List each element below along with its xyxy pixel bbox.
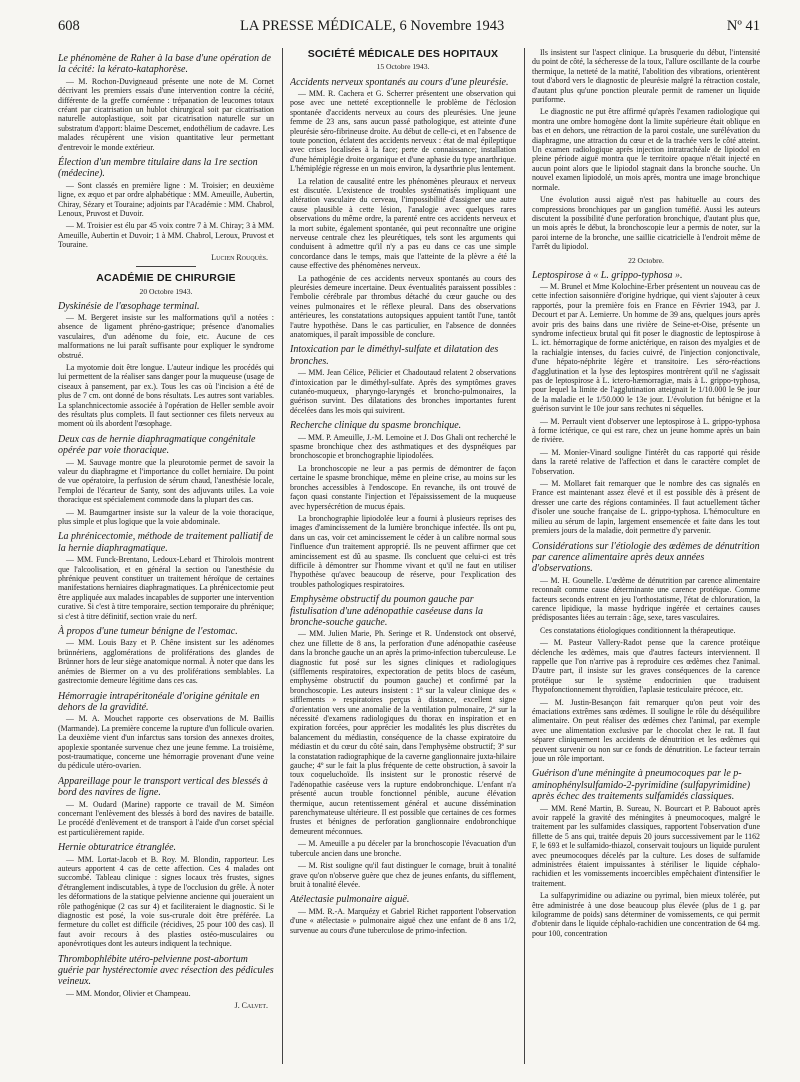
article-body: — M. H. Gounelle. L'œdème de dénutrition par carence alimentaire reconnaît comme cause déterminante une carence protéique. Comme facteurs seconds entrent en jeu l'orthostatisme, l'état de chloruration, la carence lipidique, la masse hydrique ingérée et certaines causes prédisposantes liées au terrain : âge, sexe, tares vasculaires. <box>532 575 760 623</box>
article-body: — M. Brunel et Mme Kolochine-Erber présentent un nouveau cas de cette infection saisonnière d'origine hydrique, qui vient s'ajouter à ceux rapportés, pour la première fois en France en Février 1943, par J. Decourt et par A. Lemierre. Un homme de 39 ans, quelques jours après avoir pris des bains dans une rivière de Seine-et-Oise, présente un syndrome infectieux brutal qui fit poser le diagnostic de leptospirose à L. ict. hémorragique de forme anictérique, en raison des myalgies et de la rachialgie intenses, du facies cuivré, de l'injection conjonctivale, d'une hépato-néphrite légère et transitoire. Les séro-réactions d'agglutination et la lyse des leptospires montrèrent qu'il ne s'agissait pas de leptospirose à L. ictero-hæmorragiæ, mais à L. grippo-typhosa, pour lequel la limite de l'agglutination atteignait le 1/10.000 le 9e jour de la maladie et le 1/50.000 le 13e jour. L'évolution fut bénigne et la guérison survint le 10e jour sans rechutes ni séquelles. <box>532 281 760 414</box>
article-body: — M. Oudard (Marine) rapporte ce travail de M. Siméon concernant l'enlèvement des blessés à bord des navires de bataille. Le procédé d'enlèvement et de transport à l'aide d'un corset spécial est particulièrement rapide. <box>58 799 274 837</box>
article-body: — M. Ameuille a pu déceler par la bronchoscopie l'évacuation d'un tubercule ancien dans une bronche. <box>290 839 516 858</box>
article-body: Ces constatations étiologiques conditionnent la thérapeutique. <box>540 625 736 635</box>
article-body: Le diagnostic ne put être affirmé qu'après l'examen radiologique qui montra une ombre homogène dont la limite supérieure était oblique en bas et en dehors, une rétraction de la paroi costale, une surélévation du diaphragme, une attraction du cœur et de la trachée vers le côté atteint. Un examen radiologique après injection intratrachéale de lipiodol en pleine période aiguë montra que le territoire opaque n'était injecté en aucun point alors que le lipiodol stagnait dans la bronche souche. Un nouvel examen lipiodolé, un mois après, montra une image bronchique normale. <box>532 107 760 192</box>
article-title: Considérations sur l'étiologie des œdèmes de dénutrition par carence alimentaire après deux années d'observations. <box>532 540 760 575</box>
article-body: La bronchographie lipiodolée leur a fourni à plusieurs reprises des images d'amincissement de la lumière bronchique infectée. Ils ont pu, dans un cas, voir cet amincissement le céder à un calibre normal sous l'influence d'un traitement approprié. Ils ne peuvent affirmer que cet amincissement est dû au spasme. Ils concluent que celui-ci est très difficile à démontrer sur l'homme vivant et qu'il ne faut en utiliser l'hypothèse qu'avec beaucoup de réserve, pour l'explication des troubles pathologiques respiratoires. <box>290 513 516 589</box>
article-body: — MM. Mondor, Olivier et Champeau. <box>66 988 191 998</box>
journal-title: LA PRESSE MÉDICALE, 6 Novembre 1943 <box>240 18 505 34</box>
article-body: — MM. Julien Marie, Ph. Seringe et R. Undenstock ont observé, chez une fillette de 8 ans, la perforation d'une adénopathie caséeuse dans la bronche gauche un an après la primo-infection tuberculeuse. Le diagnostic fut posé sur les signes cliniques et radiologiques (sifflements respiratoires, expectoration de petits blocs de caséum, emphysème obstructif du poumon gauche) et confirmé par la bronchoscopie. Les auteurs insistent : 1º sur la valeur clinique des « sifflements » respiratoires perçus à distance, excellent signe d'orientation vers une anomalie de la ventilation pulmonaire, 2º sur la nécessité d'examens radiologiques du thorax en inspiration et en expiration forcées, pour apprécier les modalités les plus discrètes du balancement du médiastin, conséquence de la chasse expiratoire du médiastin et du cœur du côté sain, dans l'emphysème obstructif; 3º sur la constatation radiographique de la caverne ganglionnaire juxta-hilaire gauche; 4º sur le fait la plus fréquente de cette obstruction, à savoir la toux coqueluchoïde. Ils insistent sur le pronostic réservé de l'adénopathie caséeuse vers la rupture endobronchique. L'enfant n'a présenté aucun trouble fonctionnel pénible, aucune élévation thermique, aucun retentissement général et aucune dissémination parenchymateuse ultérieure. Il est possible que certaines de ces formes frustes et bénignes de perforation ganglionnaire endobronchique demeurent méconnues. <box>290 629 516 836</box>
article-body: — M. Perrault vient d'observer une leptospirose à L. grippo-typhosa à forme ictérique, ce qui est rare, chez un jeune homme après un bain de rivière. <box>532 416 760 445</box>
section-date: 20 Octobre 1943. <box>139 286 193 296</box>
running-header <box>58 18 760 38</box>
article-body: La bronchoscopie ne leur a pas permis de démontrer de façon certaine le spasme bronchique, même en pleine crise, au moins sur les bronches accessibles à l'endoscope. En revanche, ils ont trouvé de façon quasi constante l'injection et l'épaississement de la muqueuse avec hypersécrétion de mucus épais. <box>290 463 516 511</box>
article-body: — MM. Funck-Brentano, Ledoux-Lebard et Thirolois montrent que l'alcoolisation, et en général la section ou l'anesthésie du phrénique peuvent constituer un traitement héroïque de certaines manifestations herniaires diaphragmatiques. La phrénicectomie peut être appliquée aux malades incapables de supporter une intervention curative. Si c'est à titre temporaire, section temporaire du phrénique; si c'est à titre définitif, section vraie du nerf. <box>58 555 274 621</box>
section-divider <box>136 266 196 267</box>
column-rule <box>282 48 283 1064</box>
article-title: Leptospirose à « L. grippo-typhosa ». <box>532 269 683 281</box>
column-right <box>532 48 760 941</box>
article-body: La pathogénie de ces accidents nerveux spontanés au cours des pleurésies demeure incertaine. Deux éventualités paraissent possibles : l'embolie cérébrale par thrombus détaché du cœur gauche ou des veines pulmonaires et le réflexe pleural. Dans des observations antérieures, les constatations autopsiques appuient tantôt l'une, tantôt l'autre hypothèse. Dans le cas particulier, en l'absence de données anatomiques, il paraît impossible de conclure. <box>290 273 516 340</box>
section-date: 15 Octobre 1943. <box>376 62 430 72</box>
article-title: Deux cas de hernie diaphragmatique congénitale opérée par voie thoracique. <box>58 433 256 457</box>
article-body: — M. Pasteur Vallery-Radot pense que la carence protéique déclenche les œdèmes, mais que d'autres facteurs interviennent. Il rappelle que l'on n'arrive pas à reproduire ces œdèmes chez l'animal. D'autre part, il insiste sur les graves conséquences de la carence protéique sur le système endocrinien que traduisent l'hypofonctionnement thyroïdien, l'aplasie testiculaire précoce, etc. <box>532 638 760 695</box>
article-body: — M. Rochon-Duvigneaud présente une note de M. Cornet décrivant les premiers essais d'une intervention contre la cécité, différente de la greffe cornéenne : trépanation de leucomes totaux créant par cicatrisation un hublot chirurgical soit par cicatrisation naturelle autoplastique, soit par cicatrisation naturelle sur un substratum d'apport: blaime Descemet, endothélium de cadavre. Les malades récupèrent une vision quantitative leur permettant d'entrevoir le monde extérieur. <box>58 76 274 152</box>
article-body: — M. Justin-Besançon fait remarquer qu'on peut voir des émaciations extrêmes sans œdèmes. Il souligne le rôle du déséquilibre alimentaire. On peut réaliser des œdèmes chez l'animal, par exemple avec une alimentation exclusive par le chocolat chez le rat. Il faut séparer cliniquement les accidents de dénutrition et les œdèmes qui peuvent survenir ou non sur ce fonds de dénutrition. Le facteur terrain joue un rôle important. <box>532 697 760 763</box>
article-body: — M. Troisier est élu par 45 voix contre 7 à M. Chiray; 3 à MM. Ameuille, Aubertin et Duvoir; 1 à MM. Chabrol, Leroux, Pruvost et Touraine. <box>58 221 274 250</box>
article-body: — MM. R. Cachera et G. Scherrer présentent une observation qui pose avec une netteté exceptionnelle le problème de l'éclosion spontanée d'accidents nerveux au cours des pleurésies. Une jeune femme de 23 ans, sans aucun passé pathologique, est atteinte d'une pleurésie séro-fibrineuse droite. Au début de celle-ci, et en l'absence de toute ponction, éclatent des accidents nerveux : état de mal épileptique avec crises localisées à la face; perte de connaissance; installation d'une hémiplégie droite organique et d'une aphasie du type anarthrique. L'hémiplégie régresse en un mois environ, la dysarthrie plus lentement. <box>290 88 516 174</box>
section-title: ACADÉMIE DE CHIRURGIE <box>96 272 236 285</box>
article-title: Hernie obturatrice étranglée. <box>58 842 177 854</box>
article-title: La phrénicectomie, méthode de traitement palliatif de la hernie diaphragmatique. <box>58 531 274 554</box>
article-title: Le phénomène de Raher à la base d'une opération de la cécité: la kérato-kataphorèse. <box>58 53 271 76</box>
article-title: Thrombophlébite utéro-pelvienne post-abortum guérie par hystérectomie avec résection des pédicules veineux. <box>58 953 274 988</box>
issue-number: Nº 41 <box>726 18 760 34</box>
page-number: 608 <box>58 18 80 34</box>
article-body: — MM. Jean Célice, Pélicier et Chadoutaud relatent 2 observations d'intoxication par le diméthyl-sulfate. Après des symptômes graves cutanéo-muqueux, pharyngo-laryngés et broncho-pulmonaires, la guérison survint. Des dilatations des bronches importantes furent décelées dans les mois qui suivirent. <box>290 368 516 415</box>
column-rule <box>524 48 525 1064</box>
author-signature: J. Calvet. <box>234 1001 268 1011</box>
article-body: — M. Baumgartner insiste sur la valeur de la voie thoracique, plus simple et plus logique que la voie abdominale. <box>58 507 274 527</box>
article-title: À propos d'une tumeur bénigne de l'estomac. <box>58 626 238 638</box>
article-body: — M. A. Mouchet rapporte ces observations de M. Baillis (Marmande). La première concerne la rupture d'un follicule ovarien. La deuxième vient d'un infarctus sans torsion des annexes droites, apoplexie spontanée survenue chez une jeune femme. La troisième, post-traumatique, concerne une hémorragie provenant d'une veine du pédicule utéro-ovarien. <box>58 714 274 771</box>
article-body: Ils insistent sur l'aspect clinique. La brusquerie du début, l'intensité du point de côté, la sécheresse de la toux, l'allure oscillante de la courbe thermique, la netteté de la matité, l'abolition des vibrations, orientèrent tout d'abord vers le diagnostic de pleurésie malgré la rétraction costale, d'autant plus qu'une ponction pleurale permit de ramener un liquide puriforme. <box>532 48 760 105</box>
column-left <box>58 48 274 1014</box>
article-body: — M. Bergeret insiste sur les malformations qu'il a notées : absence de ligament phréno-gastrique; présence d'anomalies vasculaires, d'un adénome du foie, etc. Aucune de ces malformations ne lui paraît suffisante pour expliquer le syndrome obstrué. <box>58 312 274 360</box>
section-title: SOCIÉTÉ MÉDICALE DES HOPITAUX <box>307 48 499 60</box>
article-title: Dyskinésie de l'œsophage terminal. <box>58 300 200 312</box>
article-body: — Sont classés en première ligne : M. Troisier; en deuxième ligne, ex æquo et par ordre alphabétique : MM. Ameuille, Aubertin, Chiray, Sézary et Touraine; adjoints par l'Académie : MM. Chabrol, Lenoux, Pruvost et Duvoir. <box>58 180 274 219</box>
article-body: — MM. René Martin, B. Sureau, N. Bourcart et P. Babouot après avoir rappelé la gravité des méningites à pneumocoques, malgré le traitement par les sulfamides classiques, rapportent l'observation d'une fillette de 5 ans qui, traitée depuis 20 jours successivement par le 1162 F, le 693 et le sulfamido-thiazol, conservait toujours un liquide purulent avec pneumocoques décelés par la culture. Les doses de sulfamide administrées étaient impuissantes à stériliser le liquide céphalo-rachidien et les vomissements incoercibles empêchaient d'intensifier le traitement. <box>532 803 760 888</box>
article-title: Accidents nerveux spontanés au cours d'une pleurésie. <box>290 76 509 88</box>
author-signature: Lucien Rouquès. <box>211 252 268 262</box>
article-body: La myotomie doit être longue. L'auteur indique les procédés qui lui permettent de la réaliser sans danger pour la muqueuse (usage de ciseaux à pansement, par ex.). Tous les cas où l'incision a été de plus de 7 cm. ont donné de bons résultats. Les autres sont variables. La splanchnicectomie associée à l'opération de Heller semble avoir des résultats plus complets. Il faut sectionner ces filets nerveux au moment où ils abordent l'œsophage. <box>58 363 274 429</box>
article-title: Recherche clinique du spasme bronchique. <box>290 420 462 432</box>
article-body: — M. Mollaret fait remarquer que le nombre des cas signalés en France est maintenant assez élevé et il est possible dès à présent de dresser une carte des régions contaminées. Il faut actuellement tâcher d'isoler une souche française de L. grippo-typhosa. L'hémoculture en milieu au sérum de lapin, largement ensemencée et faite dans les tout premiers jours de la maladie, doit permettre d'y parvenir. <box>532 479 760 536</box>
article-title: Élection d'un membre titulaire dans la 1re section (médecine). <box>58 157 258 180</box>
column-middle <box>290 48 516 938</box>
article-title: Hémorragie intrapéritonéale d'origine génitale en dehors de la gravidité. <box>58 690 260 713</box>
article-title: Atélectasie pulmonaire aiguë. <box>290 894 410 906</box>
article-body: — MM. Louis Bazy et P. Chêne insistent sur les adénomes brünnériens, agglomérations de proliférations des glandes de Brünner hors de leur siège anatomique normal. À noter que dans les anémies de Biermer on a vu des proliférations semblables. La gastrectomie demeure légitime dans ces cas. <box>58 638 274 686</box>
article-body: — MM. R.-A. Marquézy et Gabriel Richet rapportent l'observation d'une « atélectasie » pulmonaire aiguë chez une enfant de 8 ans 1/2, survenue au cours d'une tuberculose de primo-infection. <box>290 906 516 935</box>
article-body: La sulfapyrimidine ou adiazine ou pyrimal, bien mieux tolérée, put être administrée à une dose beaucoup plus élevée (plus de 1 g. par kilogramme de poids) sans déterminer de vomissements, ce qui permit d'obtenir dans le liquide céphalo-rachidien une concentration de 64 mg. pour 100, concentration <box>532 891 760 938</box>
article-body: — MM. Lortat-Jacob et B. Roy. M. Blondin, rapporteur. Les auteurs apportent 4 cas de cette affection. Ces 4 malades ont succombé. Tableau clinique : signes locaux très frustes, signes d'étranglement indiscutables, à type de l'occlusion du grêle. À noter les déformations de la statique pelvienne ancienne qui joueraient un rôle pathogénique (2 cas sur 4) et faciliteraient le diagnostic. Si le diagnostic est posé, la voie sus-crurale doit être préférée. La fermeture du collet est difficile (récidives, 25 pour 100 des cas). Il faut avoir recours à des plasties ostéo-musculaires ou aponévrotiques dont les auteurs indiquent la technique. <box>58 854 274 949</box>
article-title: Intoxication par le diméthyl-sulfate et dilatation des bronches. <box>290 344 499 367</box>
article-body: La relation de causalité entre les phénomènes pleuraux et nerveux est discutée. L'existence de troubles systématisés impliquant une altération vasculaire du cerveau, l'impossibilité d'assigner une autre cause plausible à cette lésion, l'analogie avec quelques rares observations du même ordre, la parenté entre ces accidents nerveux et la mort subite, également spontanée, qui peut reconnaître une origine nerveuse centrale chez les pleurétiques, tels sont les arguments qui conduisent à admettre qu'il n'y a pas eu dans ce cas une simple concordance dans le temps, mais que l'atteinte de la plèvre a été la cause effective des phénomènes nerveux. <box>290 176 516 271</box>
article-body: — MM. P. Ameuille, J.-M. Lemoine et J. Dos Ghali ont recherché le spasme bronchique chez des asthmatiques et des dyspnéiques par bronchoscopie et bronchographie lipiodolées. <box>290 432 516 461</box>
article-body: Une évolution aussi aiguë n'est pas habituelle au cours des compressions bronchiques par un ganglion tuméfié. Aussi les auteurs discutent la possibilité d'une perforation bronchique, d'autant plus que, un mois après le début, la bronchoscopie leur a permis de noter, sur la paroi interne de la bronche, une saillie cicatricielle à l'endroit même de l'arrêt du lipiodol. <box>532 195 760 252</box>
section-date: 22 Octobre. <box>628 255 664 265</box>
article-body: — M. Monier-Vinard souligne l'intérêt du cas rapporté qui réside dans la rareté relative de l'affection et dans le caractère complet de l'observation. <box>532 447 760 476</box>
article-title: Emphysème obstructif du poumon gauche par fistulisation d'une adénopathie caséeuse dans la bronche-souche gauche. <box>290 594 483 628</box>
article-body: — M. Sauvage montre que la pleurotomie permet de savoir la valeur du diaphragme et l'importance du collet herniaire. Du point de vue opératoire, la perfusion de sérum chaud, l'anesthésie locale, l'emploi de l'écarteur de Santy, sont des adjuvants utiles. La voie thoracique est spécialement commode dans la plupart des cas. <box>58 457 274 505</box>
article-title: Guérison d'une méningite à pneumocoques par le p-aminophénylsulfamido-2-pyrimidine (sulfapyrimidine) après échec des traitements sulfamidés classiques. <box>532 768 751 803</box>
article-title: Appareillage pour le transport vertical des blessés à bord des navires de ligne. <box>58 775 268 799</box>
article-body: — M. Rist souligne qu'il faut distinguer le cornage, bruit à tonalité grave qu'on n'observe guère que chez de jeunes enfants, du sifflement, bruit à tonalité élevée. <box>290 861 516 889</box>
